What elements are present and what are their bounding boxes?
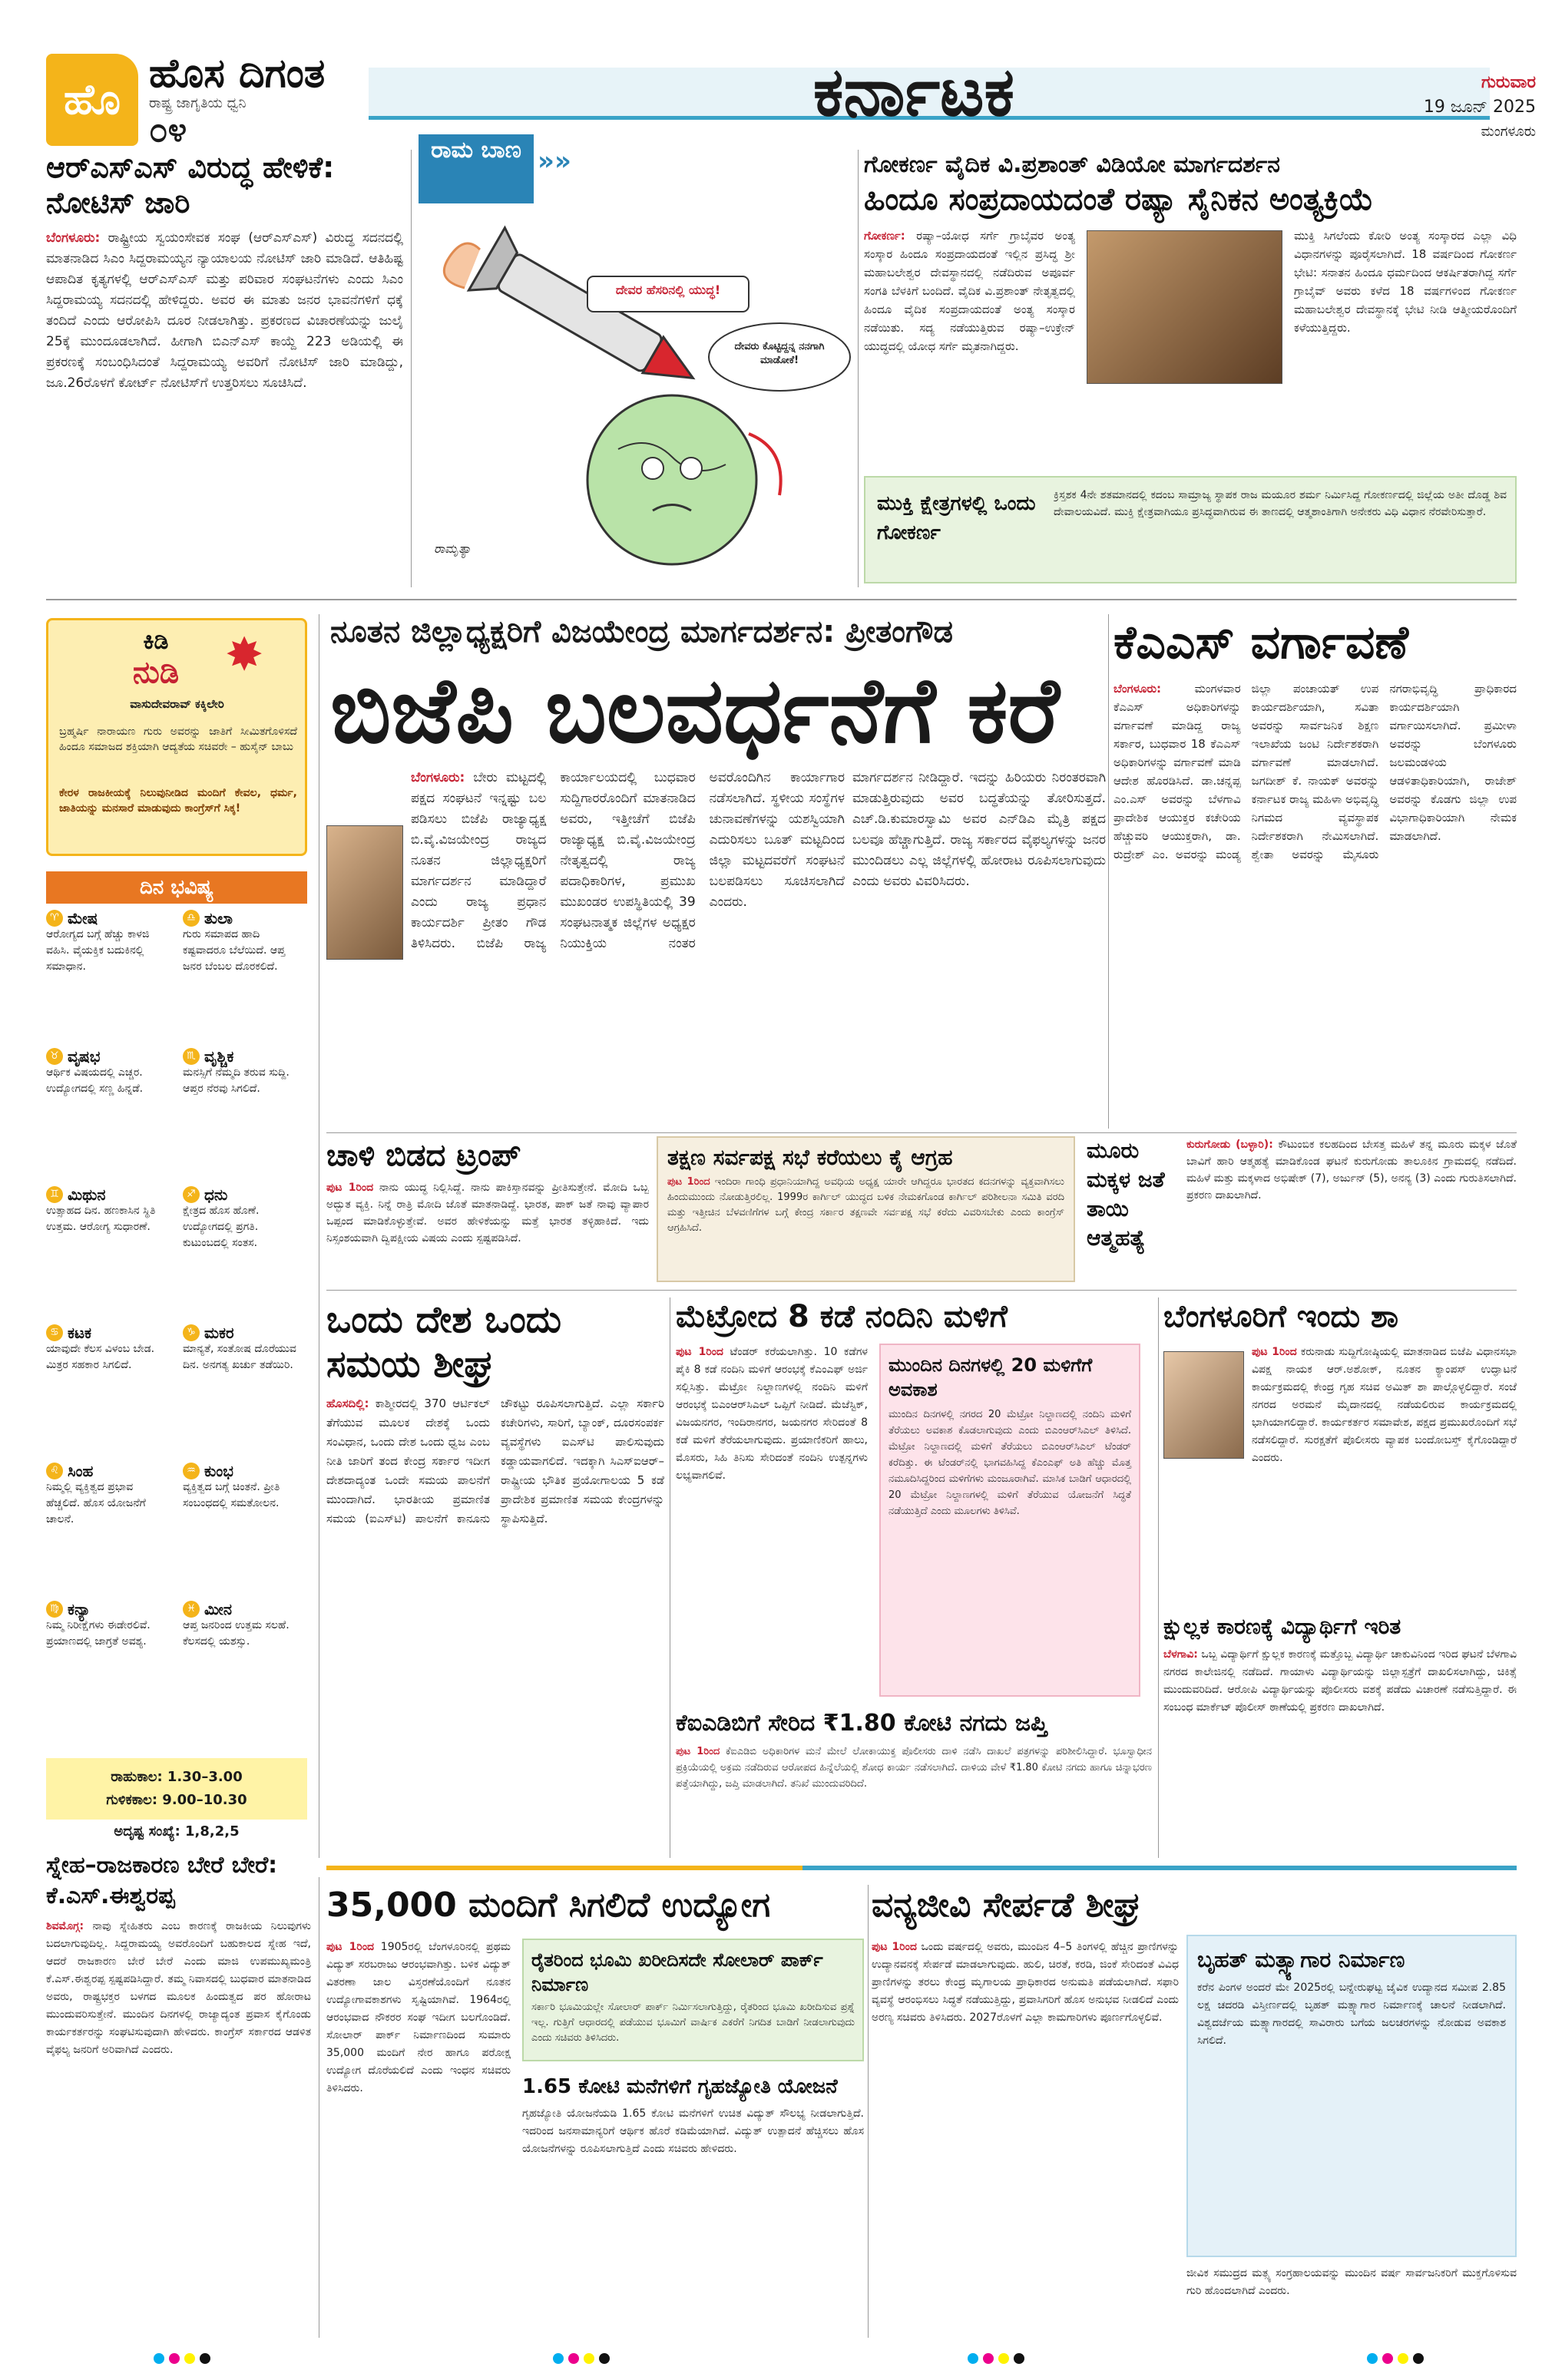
story-amit-shah-byline: ಪುಟ 1ರಿಂದ [1252, 1346, 1297, 1358]
registration-marks [553, 2353, 610, 2365]
story-gruhajyothi [522, 2073, 864, 2338]
horoscope-sign: ♌ ಸಿಂಹ ನಿಮ್ಮಲ್ಲಿ ವ್ಯಕ್ತಿತ್ವದ ಪ್ರಭಾವ ಹೆಚ್ಚಲಿದೆ. ಹೊಸ ಯೋಜನೆಗೆ ಚಾಲನೆ. [46, 1461, 146, 1526]
story-eshwarappa-headline: ಸ್ನೇಹ–ರಾಜಕಾರಣ ಬೇರೆ ಬೇರೆ: ಕೆ.ಎಸ್.ಈಶ್ವರಪ್ಪ [46, 1852, 278, 1909]
horoscope-sign: ♓ ಮೀನ ಆಪ್ತ ಜನರಿಂದ ಉತ್ತಮ ಸಲಹೆ. ಕೆಲಸದಲ್ಲಿ ಯಶಸ್ಸು. [183, 1599, 290, 1648]
aquarium-foot: ಜೀವಿಕ ಸಮುದ್ರದ ಮತ್ಸ್ಯ ಸಂಗ್ರಹಾಲಯವನ್ನು ಮುಂದಿನ ವರ್ಷ ಸಾರ್ವಜನಿಕರಿಗೆ ಮುಕ್ತಗೊಳಿಸುವ ಗುರಿ ಹೊಂದಲಾಗಿದೆ ಎಂದರು. [1186, 2267, 1517, 2297]
solar-box-body: ಸರ್ಕಾರಿ ಭೂಮಿಯಲ್ಲೇ ಸೋಲಾರ್ ಪಾರ್ಕ್ ನಿರ್ಮಿಸಲಾಗುತ್ತಿದ್ದು, ರೈತರಿಂದ ಭೂಮಿ ಖರೀದಿಸುವ ಪ್ರಶ್ನೆ ಇಲ್ಲ. ಗುತ್ತಿಗೆ ಆಧಾರದಲ್ಲಿ ಪಡೆಯುವ ಭೂಮಿಗೆ ವಾರ್ಷಿಕ ಎಕರೆಗೆ ನಿಗದಿತ ಬಾಡಿಗೆ ನೀಡಲಾಗುವುದು ಎಂದು ಸಚಿವರು ತಿಳಿಸಿದರು. [531, 2002, 855, 2044]
horoscope-sign: ♐ ಧನು ಕ್ಷೇತ್ರದ ಹೊಸ ಹೊಣೆ. ಉದ್ಯೋಗದಲ್ಲಿ ಪ್ರಗತಿ. ಕುಟುಂಬದಲ್ಲಿ ಸಂತಸ. [183, 1185, 260, 1249]
story-gokarna-kicker: ಗೋಕರ್ಣ ವೈದಿಕ ವಿ.ಪ್ರಶಾಂತ್ ವಿಡಿಯೋ ಮಾರ್ಗದರ್ಶನ [864, 151, 1280, 178]
nandini-box [879, 1344, 1140, 1697]
story-trump-body: ನಾನು ಯುದ್ಧ ನಿಲ್ಲಿಸಿದ್ದೆ. ನಾನು ಪಾಕಿಸ್ತಾನವನ್ನು ಪ್ರೀತಿಸುತ್ತೇನೆ. ಮೋದಿ ಒಬ್ಬ ಅದ್ಭುತ ವ್ಯಕ್ತಿ. ನಿನ್ನೆ ರಾತ್ರಿ ಮೋದಿ ಜೊತೆ ಮಾತನಾಡಿದ್ದೆ. ಭಾರತ, ಪಾಕ್ ಜತೆ ನಾವು ವ್ಯಾಪಾರ ಒಪ್ಪಂದ ಮಾಡಿಕೊಳ್ಳುತ್ತೇವೆ. ಅವರ ಹೇಳಿಕೆಯನ್ನು ಮತ್ತೆ ಭಾರತ ತಳ್ಳಿಹಾಕಿದೆ. ಇದು ನಿಸ್ಸಂಶಯವಾಗಿ ದ್ವಿಪಕ್ಷೀಯ ವಿಷಯ ಎಂದು ಸ್ಪಷ್ಟಪಡಿಸಿದೆ. [326, 1182, 649, 1245]
cartoon-bubble-1: ದೇವರ ಹೆಸರಿನಲ್ಲಿ ಯುದ್ಧ! [615, 283, 721, 297]
dateline-edition: ಮಂಗಳೂರು [1481, 124, 1536, 140]
story-rss-byline: ಬೆಂಗಳೂರು: [46, 230, 101, 246]
story-kiadb-body: ಕೆಐಎಡಿಬಿ ಅಧಿಕಾರಿಗಳ ಮನೆ ಮೇಲೆ ಲೋಕಾಯುಕ್ತ ಪೊಲೀಸರು ದಾಳಿ ನಡೆಸಿ ದಾಖಲೆ ಪತ್ರಗಳನ್ನು ಪರಿಶೀಲಿಸಿದ್ದಾರೆ. ಭೂಸ್ವಾಧೀನ ಪ್ರಕ್ರಿಯೆಯಲ್ಲಿ ಅಕ್ರಮ ನಡೆದಿರುವ ಆರೋಪದ ಹಿನ್ನೆಲೆಯಲ್ಲಿ ಶೋಧ ಕಾರ್ಯ ನಡೆಸಲಾಗಿದೆ. ದಾಳಿಯ ವೇಳೆ ₹1.80 ಕೋಟಿ ನಗದು ಹಾಗೂ ಚಿನ್ನಾಭರಣ ಪತ್ತೆಯಾಗಿದ್ದು, ಜಪ್ತಿ ಮಾಡಲಾಗಿದೆ. ತನಿಖೆ ಮುಂದುವರಿದಿದೆ. [676, 1746, 1152, 1790]
registration-marks [1367, 2353, 1424, 2365]
zodiac-capricorn-icon: ♑ [183, 1324, 200, 1341]
story-wildlife [872, 1885, 1179, 2338]
logo-badge-icon: ಹೊ [46, 54, 138, 146]
story-suicide [1087, 1136, 1517, 1282]
solar-box-headline: ರೈತರಿಂದ ಭೂಮಿ ಖರೀದಿಸದೇ ಸೋಲಾರ್ ಪಾರ್ಕ್ ನಿರ್ಮಾಣ [531, 1949, 823, 1995]
mukti-box-body: ಕ್ರಿಸ್ತಶಕ 4ನೇ ಶತಮಾನದಲ್ಲಿ ಕದಂಬ ಸಾಮ್ರಾಜ್ಯ ಸ್ಥಾಪಕ ರಾಜ ಮಯೂರ ಶರ್ಮ ನಿರ್ಮಿಸಿದ್ದ ಗೋಕರ್ಣದಲ್ಲಿ ಜಿಲ್ಲೆಯ ಅತೀ ದೊಡ್ಡ ಶಿವ ದೇವಾಲಯವಿದೆ. ಮುಕ್ತಿ ಕ್ಷೇತ್ರವಾಗಿಯೂ ಪ್ರಸಿದ್ಧವಾಗಿರುವ ಈ ತಾಣದಲ್ಲಿ ಆತ್ಮಶಾಂತಿಗಾಗಿ ಅನೇಕರು ವಿಧಿ ವಿಧಾನ ನೆರವೇರಿಸುತ್ತಾರೆ. [1054, 489, 1507, 518]
story-gokarna-body: ರಷ್ಯಾ–ಯೋಧ ಸರ್ಗೆ ಗ್ರಾಬೈವರ ಅಂತ್ಯ ಸಂಸ್ಕಾರ ಹಿಂದೂ ಸಂಪ್ರದಾಯದಂತೆ ಇಲ್ಲಿನ ಪ್ರಸಿದ್ಧ ಶ್ರೀ ಮಹಾಬಲೇಶ್ವರ ದೇವಸ್ಥಾನದಲ್ಲಿ ನಡೆದಿರುವ ಅಪೂರ್ವ ಸಂಗತಿ ಬೆಳಕಿಗೆ ಬಂದಿದೆ. ವೈದಿಕ ವಿ.ಪ್ರಶಾಂತ್ ನೇತೃತ್ವದಲ್ಲಿ ಹಿಂದೂ ವೈದಿಕ ಸಂಪ್ರದಾಯದಂತೆ ಅಂತ್ಯ ಸಂಸ್ಕಾರ ನಡೆಯಿತು. ಸದ್ಯ ನಡೆಯುತ್ತಿರುವ ರಷ್ಯಾ–ಉಕ್ರೇನ್ ಯುದ್ಧದಲ್ಲಿ ಯೋಧ ಸರ್ಗೆ ಮೃತನಾಗಿದ್ದರು. [864, 229, 1075, 353]
horoscope-sign: ♍ ಕನ್ಯಾ ನಿಮ್ಮ ನಿರೀಕ್ಷೆಗಳು ಈಡೇರಲಿವೆ. ಪ್ರಯಾಣದಲ್ಲಿ ಜಾಗ್ರತೆ ಅವಶ್ಯ. [46, 1599, 151, 1648]
horoscope-sign: ♊ ಮಿಥುನ ಉತ್ಸಾಹದ ದಿನ. ಹಣಕಾಸಿನ ಸ್ಥಿತಿ ಉತ್ತಮ. ಆರೋಗ್ಯ ಸುಧಾರಣೆ. [46, 1185, 156, 1233]
story-gokarna-body2: ಮುಕ್ತಿ ಸಿಗಲೆಂದು ಕೋರಿ ಅಂತ್ಯ ಸಂಸ್ಕಾರದ ಎಲ್ಲಾ ವಿಧಿ ವಿಧಾನಗಳನ್ನು ಪೂರೈಸಲಾಗಿದೆ. 18 ವರ್ಷದಿಂದ ಗೋಕರ್ಣ ಭೇಟಿ: ಸನಾತನ ಹಿಂದೂ ಧರ್ಮದಿಂದ ಆಕರ್ಷಿತರಾಗಿದ್ದ ಸರ್ಗೆ ಗ್ರಾಬೈವ್ ಅವರು ಕಳೆದ 18 ವರ್ಷಗಳಿಂದ ಗೋಕರ್ಣ ಮಹಾಬಲೇಶ್ವರ ದೇವಸ್ಥಾನಕ್ಕೆ ಭೇಟಿ ನೀಡಿ ಆತ್ಮೀಯರೊಂದಿಗೆ ಕಳೆಯುತ್ತಿದ್ದರು. [1294, 229, 1517, 335]
zodiac-taurus-icon: ♉ [46, 1048, 63, 1065]
zodiac-sagittarius-icon: ♐ [183, 1186, 200, 1203]
story-eshwarappa-byline: ಶಿವಮೊಗ್ಗ: [46, 1920, 84, 1932]
story-kas-body: ಮಂಗಳವಾರ ಕೆಎಎಸ್ ಅಧಿಕಾರಿಗಳನ್ನು ವರ್ಗಾವಣೆ ಮಾಡಿದ್ದ ರಾಜ್ಯ ಸರ್ಕಾರ, ಬುಧವಾರ 18 ಕೆಎಎಸ್ ಅಧಿಕಾರಿಗಳನ್ನು ವರ್ಗಾವಣೆ ಮಾಡಿ ಆದೇಶ ಹೊರಡಿಸಿದೆ. ಡಾ.ಚನ್ನಪ್ಪ ಎಂ.ಎಸ್ ಅವರನ್ನು ಬೆಳಗಾವಿ ಪ್ರಾದೇಶಿಕ ಆಯುಕ್ತರ ಕಚೇರಿಯ ಹೆಚ್ಚುವರಿ ಆಯುಕ್ತರಾಗಿ, ಡಾ. ರುದ್ರೇಶ್ ಎಂ. ಅವರನ್ನು ಮಂಡ್ಯ ಜಿಲ್ಲಾ ಪಂಚಾಯತ್ ಉಪ ಕಾರ್ಯದರ್ಶಿಯಾಗಿ, ಸವಿತಾ ಅವರನ್ನು ಸಾರ್ವಜನಿಕ ಶಿಕ್ಷಣ ಇಲಾಖೆಯ ಜಂಟಿ ನಿರ್ದೇಶಕರಾಗಿ ವರ್ಗಾವಣೆ ಮಾಡಲಾಗಿದೆ. ಜಗದೀಶ್ ಕೆ. ನಾಯಕ್ ಅವರನ್ನು ಕರ್ನಾಟಕ ರಾಜ್ಯ ಮಹಿಳಾ ಅಭಿವೃದ್ಧಿ ನಿಗಮದ ವ್ಯವಸ್ಥಾಪಕ ನಿರ್ದೇಶಕರಾಗಿ ನೇಮಿಸಲಾಗಿದೆ. ಶ್ವೇತಾ ಅವರನ್ನು ಮೈಸೂರು ನಗರಾಭಿವೃದ್ಧಿ ಪ್ರಾಧಿಕಾರದ ಕಾರ್ಯದರ್ಶಿಯಾಗಿ ವರ್ಗಾಯಿಸಲಾಗಿದೆ. ಪ್ರಮೀಳಾ ಅವರನ್ನು ಬೆಂಗಳೂರು ಜಲಮಂಡಳಿಯ ಆಡಳಿತಾಧಿಕಾರಿಯಾಗಿ, ರಾಜೇಶ್ ಅವರನ್ನು ಕೊಡಗು ಜಿಲ್ಲಾ ಉಪ ವಿಭಾಗಾಧಿಕಾರಿಯಾಗಿ ನೇಮಕ ಮಾಡಲಾಗಿದೆ. [1113, 682, 1517, 861]
nandini-box-headline: ಮುಂದಿನ ದಿನಗಳಲ್ಲಿ 20 ಮಳಿಗೆಗೆ ಅವಕಾಶ [888, 1354, 1093, 1400]
story-rss-body: ರಾಷ್ಟ್ರೀಯ ಸ್ವಯಂಸೇವಕ ಸಂಘ (ಆರ್‌ಎಸ್‌ಎಸ್) ವಿರುದ್ಧ ಸದನದಲ್ಲಿ ಮಾತನಾಡಿದ ಸಿಎಂ ಸಿದ್ದರಾಮಯ್ಯನ ನ್ಯಾಯಾಲಯ ನೋಟಿಸ್ ಜಾರಿ ಮಾಡಿದೆ. ಆತಿಹಿಷ್ಟ ಆಪಾದಿತ ಕೃತ್ಯಗಳಲ್ಲಿ ಆರ್‌ಎಸ್‌ಎಸ್ ಮತ್ತು ಪರಿವಾರ ಸಂಘಟನೆಗಳು ಎಂದು ಸಿಎಂ ಸಿದ್ದರಾಮಯ್ಯ ಸದನದಲ್ಲಿ ಹೇಳಿದ್ದರು. ಅವರ ಈ ಮಾತು ಜನರ ಭಾವನೆಗಳಿಗೆ ಧಕ್ಕೆ ತಂದಿದೆ ಎಂದು ಆರೋಪಿಸಿ ದೂರ ನೀಡಲಾಗಿತ್ತು. ಪ್ರಕರಣದ ವಿಚಾರಣೆಯನ್ನು ಜುಲೈ 25ಕ್ಕೆ ಮುಂದೂಡಲಾಗಿದೆ. ಹೀಗಾಗಿ ಬಿಎನ್‌ಎಸ್ ಕಾಯ್ದೆ 223 ಅಡಿಯಲ್ಲಿ ಈ ಪ್ರಕರಣಕ್ಕೆ ಸಂಬಂಧಿಸಿದಂತೆ ಸಿದ್ದರಾಮಯ್ಯ ಅವರಿಗೆ ನೋಟಿಸ್ ಜಾರಿ ಮಾಡಿದ್ದು, ಜೂ.26ರೊಳಗೆ ಕೋರ್ಟ್ ನೋಟಿಸ್‌ಗೆ ಉತ್ತರಿಸಲು ಸೂಚಿಸಿದೆ. [46, 230, 403, 391]
mukti-box-headline: ಮುಕ್ತಿ ಕ್ಷೇತ್ರಗಳಲ್ಲಿ ಒಂದು ಗೋಕರ್ಣ [877, 492, 1036, 544]
story-wildlife-body: ಒಂದು ವರ್ಷದಲ್ಲಿ ಅವರು, ಮುಂದಿನ 4–5 ತಿಂಗಳಲ್ಲಿ ಹೆಚ್ಚಿನ ಪ್ರಾಣಿಗಳನ್ನು ಉದ್ಯಾನವನಕ್ಕೆ ಸೇರ್ಪಡೆ ಮಾಡಲಾಗುವುದು. ಹುಲಿ, ಚಿರತೆ, ಕರಡಿ, ಜಿಂಕೆ ಸೇರಿದಂತೆ ವಿವಿಧ ಪ್ರಾಣಿಗಳನ್ನು ತರಲು ಕೇಂದ್ರ ಮೃಗಾಲಯ ಪ್ರಾಧಿಕಾರದ ಅನುಮತಿ ಪಡೆಯಲಾಗಿದೆ. ಸಫಾರಿ ವ್ಯವಸ್ಥೆ ಆರಂಭಿಸಲು ಸಿದ್ಧತೆ ನಡೆಯುತ್ತಿದ್ದು, ಪ್ರವಾಸಿಗರಿಗೆ ಹೊಸ ಅನುಭವ ನೀಡಲಿದೆ ಎಂದು ಅರಣ್ಯ ಸಚಿವರು ತಿಳಿಸಿದರು. 2027ರೊಳಗೆ ಎಲ್ಲಾ ಕಾಮಗಾರಿಗಳು ಪೂರ್ಣಗೊಳ್ಳಲಿವೆ. [872, 1941, 1179, 2024]
lead-kicker: ನೂತನ ಜಿಲ್ಲಾಧ್ಯಕ್ಷರಿಗೆ ವಿಜಯೇಂದ್ರ ಮಾರ್ಗದರ್ಶನ: ಪ್ರೀತಂಗೌಡ [330, 614, 954, 650]
dateline-date: 19 ಜೂನ್ 2025 [1423, 98, 1536, 117]
dateline [1336, 71, 1536, 147]
registration-marks [154, 2353, 210, 2365]
story-metro-byline: ಪುಟ 1ರಿಂದ [676, 1346, 723, 1358]
horoscope-sign: ♉ ವೃಷಭ ಆರ್ಥಿಕ ವಿಷಯದಲ್ಲಿ ಎಚ್ಚರ. ಉದ್ಯೋಗದಲ್ಲಿ ಸಣ್ಣ ಹಿನ್ನಡೆ. [46, 1046, 144, 1095]
story-student [1163, 1612, 1517, 1858]
zodiac-libra-icon: ♎ [183, 910, 200, 927]
story-suicide-headline: ಮೂರು ಮಕ್ಕಳ ಜತೆ ತಾಯಿ ಆತ್ಮಹತ್ಯೆ [1087, 1138, 1165, 1251]
story-suicide-byline: ಕುರುಗೋಡು (ಬಳ್ಳಾರಿ): [1186, 1139, 1273, 1151]
story-gruhajyothi-body: ಗೃಹಜ್ಯೋತಿ ಯೋಜನೆಯಡಿ 1.65 ಕೋಟಿ ಮನೆಗಳಿಗೆ ಉಚಿತ ವಿದ್ಯುತ್ ಸೌಲಭ್ಯ ನೀಡಲಾಗುತ್ತಿದೆ. ಇದರಿಂದ ಜನಸಾಮಾನ್ಯರಿಗೆ ಆರ್ಥಿಕ ಹೊರೆ ಕಡಿಮೆಯಾಗಿದೆ. ವಿದ್ಯುತ್ ಉತ್ಪಾದನೆ ಹೆಚ್ಚಿಸಲು ಹೊಸ ಯೋಜನೆಗಳನ್ನು ರೂಪಿಸಲಾಗುತ್ತಿದೆ ಎಂದು ಸಚಿವರು ಹೇಳಿದರು. [522, 2107, 864, 2155]
story-student-headline: ಕ್ಷುಲ್ಲಕ ಕಾರಣಕ್ಕೆ ವಿದ್ಯಾರ್ಥಿಗೆ ಇರಿತ [1163, 1614, 1401, 1639]
story-trump-byline: ಪುಟ 1ರಿಂದ [326, 1182, 374, 1194]
story-one-nation [326, 1297, 664, 1850]
column-rule [1108, 614, 1109, 1129]
zodiac-gemini-icon: ♊ [46, 1186, 63, 1203]
story-one-nation-body: ಕಾಶ್ಮೀರದಲ್ಲಿ 370 ಆರ್ಟಿಕಲ್ ತೆಗೆಯುವ ಮೂಲಕ ದೇಶಕ್ಕೆ ಒಂದು ಸಂವಿಧಾನ, ಒಂದು ದೇಶ ಒಂದು ಧ್ವಜ ಎಂಬ ನೀತಿ ಜಾರಿಗೆ ತಂದ ಕೇಂದ್ರ ಸರ್ಕಾರ ಇದೀಗ ದೇಶದಾದ್ಯಂತ ಒಂದೇ ಸಮಯ ಪಾಲನೆಗೆ ಮುಂದಾಗಿದೆ. ಭಾರತೀಯ ಪ್ರಮಾಣಿತ ಸಮಯ (ಐಎಸ್‌ಟಿ) ಪಾಲನೆಗೆ ಕಾನೂನು ಚೌಕಟ್ಟು ರೂಪಿಸಲಾಗುತ್ತಿದೆ. ಎಲ್ಲಾ ಸರ್ಕಾರಿ ಕಚೇರಿಗಳು, ಸಾರಿಗೆ, ಬ್ಯಾಂಕ್, ದೂರಸಂಪರ್ಕ ವ್ಯವಸ್ಥೆಗಳು ಐಎಸ್‌ಟಿ ಪಾಲಿಸುವುದು ಕಡ್ಡಾಯವಾಗಲಿದೆ. ಇದಕ್ಕಾಗಿ ಸಿಎಸ್‌ಐಆರ್–ರಾಷ್ಟ್ರೀಯ ಭೌತಿಕ ಪ್ರಯೋಗಾಲಯ 5 ಕಡೆ ಪ್ರಾದೇಶಿಕ ಪ್ರಮಾಣಿತ ಸಮಯ ಕೇಂದ್ರಗಳನ್ನು ಸ್ಥಾಪಿಸುತ್ತಿದೆ. [326, 1397, 664, 1526]
paper-tagline: ರಾಷ್ಟ್ರ ಜಾಗೃತಿಯ ಧ್ವನಿ [149, 95, 247, 111]
story-emergency [657, 1136, 1075, 1282]
story-student-body: ಒಬ್ಬ ವಿದ್ಯಾರ್ಥಿಗೆ ಕ್ಷುಲ್ಲಕ ಕಾರಣಕ್ಕೆ ಮತ್ತೊಬ್ಬ ವಿದ್ಯಾರ್ಥಿ ಚಾಕುವಿನಿಂದ ಇರಿದ ಘಟನೆ ಬೆಳಗಾವಿ ನಗರದ ಕಾಲೇಜಿನಲ್ಲಿ ನಡೆದಿದೆ. ಗಾಯಾಳು ವಿದ್ಯಾರ್ಥಿಯನ್ನು ಜಿಲ್ಲಾಸ್ಪತ್ರೆಗೆ ದಾಖಲಿಸಲಾಗಿದ್ದು, ಚಿಕಿತ್ಸೆ ಮುಂದುವರಿದಿದೆ. ಆರೋಪಿ ವಿದ್ಯಾರ್ಥಿಯನ್ನು ಪೊಲೀಸರು ವಶಕ್ಕೆ ಪಡೆದು ವಿಚಾರಣೆ ನಡೆಸುತ್ತಿದ್ದಾರೆ. ಈ ಸಂಬಂಧ ಮಾರ್ಕೆಟ್ ಪೊಲೀಸ್ ಠಾಣೆಯಲ್ಲಿ ಪ್ರಕರಣ ದಾಖಲಾಗಿದೆ. [1163, 1648, 1517, 1714]
rama-bana-label: ರಾಮ ಬಾಣ [419, 134, 534, 203]
kidi-nudi-title-2: ನುಡಿ [132, 655, 180, 690]
lead-headline: ಬಿಜೆಪಿ ಬಲವರ್ಧನೆಗೆ ಕರೆ [330, 660, 1060, 760]
story-gokarna-headline: ಹಿಂದೂ ಸಂಪ್ರದಾಯದಂತೆ ರಷ್ಯಾ ಸೈನಿಕನ ಅಂತ್ಯಕ್ರಿಯೆ [864, 182, 1374, 217]
horoscope-sign: ♋ ಕಟಕ ಯಾವುದೇ ಕೆಲಸ ವಿಳಂಬ ಬೇಡ. ಮಿತ್ರರ ಸಹಕಾರ ಸಿಗಲಿದೆ. [46, 1323, 155, 1371]
story-one-nation-byline: ಹೊಸದಿಲ್ಲಿ: [326, 1397, 369, 1410]
cartoon-bubble-2: ದೇವರು ಕೊಟ್ಟಿದ್ದನ್ನ ನನಗಾಗಿ ಮಾಡೋಕೆ! [734, 341, 825, 366]
editorial-cartoon [419, 203, 852, 583]
lead-body-text: ಬೇರು ಮಟ್ಟದಲ್ಲಿ ಪಕ್ಷದ ಸಂಘಟನೆ ಇನ್ನಷ್ಟು ಬಲ ಪಡಿಸಲು ಬಿಜೆಪಿ ರಾಜ್ಯಾಧ್ಯಕ್ಷ ಬಿ.ವೈ.ವಿಜಯೇಂದ್ರ ರಾಜ್ಯದ ನೂತನ ಜಿಲ್ಲಾಧ್ಯಕ್ಷರಿಗೆ ಮಾರ್ಗದರ್ಶನ ಮಾಡಿದ್ದಾರೆ ಎಂದು ರಾಜ್ಯ ಪ್ರಧಾನ ಕಾರ್ಯದರ್ಶಿ ಪ್ರೀತಂ ಗೌಡ ತಿಳಿಸಿದರು. ಬಿಜೆಪಿ ರಾಜ್ಯ ಕಾರ್ಯಾಲಯದಲ್ಲಿ ಬುಧವಾರ ಸುದ್ದಿಗಾರರೊಂದಿಗೆ ಮಾತನಾಡಿದ ಅವರು, ಇತ್ತೀಚೆಗೆ ಬಿಜೆಪಿ ರಾಜ್ಯಾಧ್ಯಕ್ಷ ಬಿ.ವೈ.ವಿಜಯೇಂದ್ರ ನೇತೃತ್ವದಲ್ಲಿ ರಾಜ್ಯ ಪದಾಧಿಕಾರಿಗಳ, ಪ್ರಮುಖ ಮುಖಂಡರ ಉಪಸ್ಥಿತಿಯಲ್ಲಿ 39 ಸಂಘಟನಾತ್ಮಕ ಜಿಲ್ಲೆಗಳ ಅಧ್ಯಕ್ಷರ ನಿಯುಕ್ತಿಯ ನಂತರ ಅವರೊಂದಿಗಿನ ಕಾರ್ಯಾಗಾರ ನಡೆಸಲಾಗಿದೆ. ಸ್ಥಳೀಯ ಸಂಸ್ಥೆಗಳ ಚುನಾವಣೆಗಳನ್ನು ಯಶಸ್ವಿಯಾಗಿ ಎದುರಿಸಲು ಬೂತ್ ಮಟ್ಟದಿಂದ ಜಿಲ್ಲಾ ಮಟ್ಟದವರೆಗೆ ಸಂಘಟನೆ ಬಲಪಡಿಸಲು ಸೂಚಿಸಲಾಗಿದೆ ಎಂದರು. [411, 770, 845, 951]
nandini-box-body: ಮುಂದಿನ ದಿನಗಳಲ್ಲಿ ನಗರದ 20 ಮೆಟ್ರೋ ನಿಲ್ದಾಣದಲ್ಲಿ ನಂದಿನಿ ಮಳಿಗೆ ತೆರೆಯಲು ಅವಕಾಶ ಕೊಡಲಾಗುವುದು ಎಂದು ಬಿಎಂಆರ್‌ಸಿಎಲ್ ತಿಳಿಸಿದೆ. ಮೆಟ್ರೋ ನಿಲ್ದಾಣದಲ್ಲಿ ಮಳಿಗೆ ತೆರೆಯಲು ಬಿಎಂಆರ್‌ಸಿಎಲ್ ಟೆಂಡರ್ ಕರೆದಿತ್ತು. ಈ ಟೆಂಡರ್‌ನಲ್ಲಿ ಭಾಗವಹಿಸಿದ್ದ ಕೆಎಂಎಫ್ ಅತಿ ಹೆಚ್ಚು ಮೊತ್ತ ನಮೂದಿಸಿದ್ದರಿಂದ ಮಳಿಗೆಗಳು ಮಂಜೂರಾಗಿವೆ. ಮಾಸಿಕ ಬಾಡಿಗೆ ಆಧಾರದಲ್ಲಿ 20 ಮೆಟ್ರೋ ನಿಲ್ದಾಣಗಳಲ್ಲಿ ಮಳಿಗೆ ತೆರೆಯುವ ಯೋಜನೆಗೆ ಸಿದ್ಧತೆ ನಡೆಯುತ್ತಿದೆ ಎಂದು ಮೂಲಗಳು ತಿಳಿಸಿವೆ. [888, 1409, 1131, 1517]
russian-soldier-photo [1087, 230, 1282, 384]
cartoon-signature: ರಾಮೃತ್ಯಾ [434, 541, 472, 556]
gulika-kala: ಗುಳಿಕಕಾಲ: 9.00–10.30 [106, 1792, 247, 1808]
dateline-day: ಗುರುವಾರ [1481, 73, 1536, 92]
zodiac-scorpio-icon: ♏ [183, 1048, 200, 1065]
story-jobs-headline: 35,000 ಮಂದಿಗೆ ಸಿಗಲಿದೆ ಉದ್ಯೋಗ [326, 1886, 770, 1925]
horoscope-sign: ♒ ಕುಂಭ ವ್ಯಕ್ತಿತ್ವದ ಬಗ್ಗೆ ಚಿಂತನೆ. ಪ್ರೀತಿ ಸಂಬಂಧದಲ್ಲಿ ಸಮತೋಲನ. [183, 1461, 280, 1509]
story-eshwarappa [46, 1850, 311, 2342]
story-amit-shah [1163, 1297, 1517, 1601]
story-amit-shah-body: ಕರುನಾಡು ಸುದ್ದಿಗೋಷ್ಠಿಯಲ್ಲಿ ಮಾತನಾಡಿದ ಬಿಜೆಪಿ ವಿಧಾನಸಭಾ ವಿಪಕ್ಷ ನಾಯಕ ಆರ್.ಅಶೋಕ್, ನೂತನ ಕ್ಯಾಂಪಸ್ ಉದ್ಘಾಟನೆ ಕಾರ್ಯಕ್ರಮದಲ್ಲಿ ಕೇಂದ್ರ ಗೃಹ ಸಚಿವ ಅಮಿತ್ ಶಾ ಪಾಲ್ಗೊಳ್ಳಲಿದ್ದಾರೆ. ಸಂಜೆ ನಗರದ ಅರಮನೆ ಮೈದಾನದಲ್ಲಿ ನಡೆಯಲಿರುವ ಕಾರ್ಯಕ್ರಮದಲ್ಲಿ ಭಾಗಿಯಾಗಲಿದ್ದಾರೆ. ಕಾರ್ಯಕರ್ತರ ಸಮಾವೇಶ, ಪಕ್ಷದ ಪ್ರಮುಖರೊಂದಿಗೆ ಸಭೆ ನಡೆಸಲಿದ್ದಾರೆ. ಸುರಕ್ಷತೆಗೆ ಪೊಲೀಸರು ವ್ಯಾಪಕ ಬಂದೋಬಸ್ತ್ ಕೈಗೊಂಡಿದ್ದಾರೆ ಎಂದರು. [1252, 1346, 1517, 1464]
story-kas-byline: ಬೆಂಗಳೂರು: [1113, 682, 1162, 696]
solar-box [522, 1939, 864, 2061]
lead-byline: ಬೆಂಗಳೂರು: [411, 770, 465, 785]
story-metro-body: ಟೆಂಡರ್ ಕರೆಯಲಾಗಿತ್ತು. 10 ಕಡೆಗಳ ಪೈಕಿ 8 ಕಡೆ ನಂದಿನಿ ಮಳಿಗೆ ಆರಂಭಕ್ಕೆ ಕೆಎಂಎಫ್ ಅರ್ಜಿ ಸಲ್ಲಿಸಿತ್ತು. ಮೆಟ್ರೋ ನಿಲ್ದಾಣಗಳಲ್ಲಿ ನಂದಿನಿ ಮಳಿಗೆ ಆರಂಭಕ್ಕೆ ಬಿಎಂಆರ್‌ಸಿಎಲ್ ಒಪ್ಪಿಗೆ ನೀಡಿದೆ. ಮೆಜೆಸ್ಟಿಕ್, ವಿಜಯನಗರ, ಇಂದಿರಾನಗರ, ಜಯನಗರ ಸೇರಿದಂತೆ 8 ಕಡೆ ಮಳಿಗೆ ತೆರೆಯಲಾಗುವುದು. ಪ್ರಯಾಣಿಕರಿಗೆ ಹಾಲು, ಮೊಸರು, ಸಿಹಿ ತಿನಿಸು ಸೇರಿದಂತೆ ನಂದಿನಿ ಉತ್ಪನ್ನಗಳು ಲಭ್ಯವಾಗಲಿವೆ. [676, 1346, 868, 1482]
story-gokarna [864, 150, 1517, 472]
story-one-nation-headline: ಒಂದು ದೇಶ ಒಂದು ಸಮಯ ಶೀಘ್ರ [326, 1298, 562, 1386]
aquarium-box-body: ಕರೆನ ಪಿಂಗಳ ಅಂದರೆ ಮೇ 2025ರಲ್ಲಿ ಬನ್ನೇರುಘಟ್ಟ ಜೈವಿಕ ಉದ್ಯಾನದ ಸಮೀಪ 2.85 ಲಕ್ಷ ಚದರಡಿ ವಿಸ್ತೀರ್ಣದಲ್ಲಿ ಬೃಹತ್ ಮತ್ಸ್ಯಾಗಾರ ನಿರ್ಮಾಣಕ್ಕೆ ಚಾಲನೆ ನೀಡಲಾಗಿದೆ. ವಿಶ್ವದರ್ಜೆಯ ಮತ್ಸ್ಯಾಗಾರದಲ್ಲಿ ಸಾವಿರಾರು ಬಗೆಯ ಜಲಚರಗಳನ್ನು ನೋಡುವ ಅವಕಾಶ ಸಿಗಲಿದೆ. [1197, 1982, 1506, 2047]
story-metro [676, 1297, 1152, 1697]
lead-body [326, 768, 845, 1125]
kidi-nudi-box [46, 618, 307, 856]
story-trump [326, 1136, 649, 1282]
zodiac-aquarius-icon: ♒ [183, 1463, 200, 1479]
zodiac-leo-icon: ♌ [46, 1463, 63, 1479]
row-rule [326, 1132, 1517, 1133]
horoscope-grid [46, 910, 307, 1754]
aquarium-box [1186, 1935, 1517, 2257]
story-trump-headline: ಚಾಳಿ ಬಿಡದ ಟ್ರಂಪ್ [326, 1138, 521, 1173]
zodiac-pisces-icon: ♓ [183, 1601, 200, 1618]
story-amit-shah-headline: ಬೆಂಗಳೂರಿಗೆ ಇಂದು ಶಾ [1163, 1299, 1399, 1334]
story-jobs-byline: ಪುಟ 1ರಿಂದ [326, 1941, 375, 1953]
kidi-nudi-title-1: ಕಿಡಿ [143, 628, 169, 655]
story-kas [1113, 614, 1517, 1136]
column-rule [411, 150, 412, 587]
story-kiadb-byline: ಪುಟ 1ರಿಂದ [676, 1746, 720, 1757]
story-emergency-body: ಇಂದಿರಾ ಗಾಂಧಿ ಪ್ರಧಾನಿಯಾಗಿದ್ದ ಅವಧಿಯ ಅಧ್ಯಕ್ಷ ಯಾರೇ ಆಗಿದ್ದರೂ ಭಾರತದ ಕದನಗಳನ್ನು ವ್ಯಕ್ತವಾಗಿಸಲು ಹಿಂದುಮುಂದು ನೋಡುತ್ತಿರಲಿಲ್ಲ. 1999ರ ಕಾರ್ಗಿಲ್ ಯುದ್ಧದ ಬಳಿಕ ನೇಮಕಗೊಂಡ ಕಾರ್ಗಿಲ್ ಪರಿಶೀಲನಾ ಸಮಿತಿ ವರದಿ ಮತ್ತು ಇತ್ತೀಚಿನ ಬೆಳವಣಿಗೆಗಳ ಬಗ್ಗೆ ಕೇಂದ್ರ ಸರ್ಕಾರ ತಕ್ಷಣವೇ ಸರ್ವಪಕ್ಷ ಸಭೆ ಕರೆದು ವಿವರಿಸಬೇಕು ಎಂದು ಕಾಂಗ್ರೆಸ್ ಆಗ್ರಹಿಸಿದೆ. [667, 1176, 1064, 1234]
registration-marks [968, 2353, 1024, 2365]
spark-icon: ✸ [225, 628, 264, 682]
masthead-logo [46, 54, 369, 146]
story-kas-headline: ಕೆಎಎಸ್ ವರ್ಗಾವಣೆ [1113, 616, 1409, 669]
horoscope-title: ದಿನ ಭವಿಷ್ಯ [46, 871, 307, 904]
cartoon-drawing [419, 203, 852, 583]
bottom-section-divider [326, 1866, 1517, 1870]
aquarium-box-headline: ಬೃಹತ್ ಮತ್ಸ್ಯಾಗಾರ ನಿರ್ಮಾಣ [1197, 1947, 1405, 1972]
story-gokarna-byline: ಗೋಕರ್ಣ: [864, 229, 905, 243]
story-metro-headline: ಮೆಟ್ರೋದ 8 ಕಡೆ ನಂದಿನಿ ಮಳಿಗೆ [676, 1299, 1008, 1334]
story-student-byline: ಬೆಳಗಾವಿ: [1163, 1648, 1198, 1661]
column-rule [868, 1885, 869, 2338]
rahu-kala-box [46, 1758, 307, 1820]
zodiac-aries-icon: ♈ [46, 910, 63, 927]
page-number: ೦೪ [149, 111, 187, 146]
story-jobs-body: 1905ರಲ್ಲಿ ಬೆಂಗಳೂರಿನಲ್ಲಿ ಪ್ರಥಮ ವಿದ್ಯುತ್ ಸರಬರಾಜು ಆರಂಭವಾಗಿತ್ತು. ಬಳಿಕ ವಿದ್ಯುತ್ ವಿತರಣಾ ಜಾಲ ವಿಸ್ತರಣೆಯೊಂದಿಗೆ ನೂತನ ಉದ್ಯೋಗಾವಕಾಶಗಳು ಸೃಷ್ಟಿಯಾಗಿವೆ. 1964ರಲ್ಲಿ ಆರಂಭವಾದ ನೌಕರರ ಸಂಘ ಇದೀಗ ಬಲಗೊಂಡಿದೆ. ಸೋಲಾರ್ ಪಾರ್ಕ್ ನಿರ್ಮಾಣದಿಂದ ಸುಮಾರು 35,000 ಮಂದಿಗೆ ನೇರ ಹಾಗೂ ಪರೋಕ್ಷ ಉದ್ಯೋಗ ದೊರೆಯಲಿದೆ ಎಂದು ಇಂಧನ ಸಚಿವರು ತಿಳಿಸಿದರು. [326, 1941, 511, 2094]
column-rule [858, 150, 859, 587]
rahu-kala: ರಾಹುಕಾಲ: 1.30–3.00 [111, 1769, 243, 1785]
story-kiadb-headline: ಕೆಐಎಡಿಬಿಗೆ ಸೇರಿದ ₹1.80 ಕೋಟಿ ನಗದು ಜಪ್ತಿ [676, 1710, 1047, 1737]
story-emergency-byline: ಪುಟ 1ರಿಂದ [667, 1176, 710, 1188]
story-rss [46, 150, 403, 580]
horoscope-sign: ♑ ಮಕರ ಮಾನ್ಯತೆ, ಸಂತೋಷ ದೊರೆಯುವ ದಿನ. ಅನಗತ್ಯ ಖರ್ಚು ತಡೆಯಿರಿ. [183, 1323, 296, 1371]
kidi-nudi-author: ವಾಸುದೇವರಾವ್ ಕಕ್ಕಿಲೇರಿ [130, 697, 224, 711]
paper-name: ಹೊಸ ದಿಗಂತ [149, 54, 326, 97]
story-emergency-headline: ತಕ್ಷಣ ಸರ್ವಪಕ್ಷ ಸಭೆ ಕರೆಯಲು ಕೈ ಆಗ್ರಹ [667, 1145, 953, 1170]
row-rule [326, 1290, 1517, 1291]
row-rule [46, 599, 1517, 600]
lead-body-continued: ಮಾರ್ಗದರ್ಶನ ನೀಡಿದ್ದಾರೆ. ಇದನ್ನು ಹಿರಿಯರು ನಿರಂತರವಾಗಿ ಮಾಡುತ್ತಿರುವುದು ಅವರ ಬದ್ಧತೆಯನ್ನು ತೋರಿಸುತ್ತದೆ. ಎಚ್.ಡಿ.ಕುಮಾರಸ್ವಾಮಿ ಅವರ ಎನ್‌ಡಿಎ ಮೈತ್ರಿ ಪಕ್ಷದ ಬಲವೂ ಹೆಚ್ಚಾಗುತ್ತಿದೆ. ರಾಜ್ಯ ಸರ್ಕಾರದ ವೈಫಲ್ಯಗಳನ್ನು ಜನರ ಮುಂದಿಡಲು ಎಲ್ಲ ಜಿಲ್ಲೆಗಳಲ್ಲಿ ಹೋರಾಟ ರೂಪಿಸಲಾಗುವುದು ಎಂದು ಅವರು ವಿವರಿಸಿದರು. [852, 770, 1106, 889]
story-eshwarappa-body: ನಾವು ಸ್ನೇಹಿತರು ಎಂಬ ಕಾರಣಕ್ಕೆ ರಾಜಕೀಯ ನಿಲುವುಗಳು ಬದಲಾಗುವುದಿಲ್ಲ. ಸಿದ್ದರಾಮಯ್ಯ ಅವರೊಂದಿಗೆ ಬಹುಕಾಲದ ಸ್ನೇಹ ಇದೆ, ಆದರೆ ರಾಜಕಾರಣ ಬೇರೆ ಬೇರೆ ಎಂದು ಮಾಜಿ ಉಪಮುಖ್ಯಮಂತ್ರಿ ಕೆ.ಎಸ್.ಈಶ್ವರಪ್ಪ ಸ್ಪಷ್ಟಪಡಿಸಿದ್ದಾರೆ. ತಮ್ಮ ನಿವಾಸದಲ್ಲಿ ಬುಧವಾರ ಮಾತನಾಡಿದ ಅವರು, ರಾಷ್ಟ್ರಭಕ್ತರ ಬಳಗದ ಮೂಲಕ ಹಿಂದುತ್ವದ ಪರ ಹೋರಾಟ ಮುಂದುವರಿಸುತ್ತೇನೆ. ಮುಂದಿನ ದಿನಗಳಲ್ಲಿ ರಾಜ್ಯಾದ್ಯಂತ ಪ್ರವಾಸ ಕೈಗೊಂಡು ಕಾರ್ಯಕರ್ತರನ್ನು ಸಂಘಟಿಸುವುದಾಗಿ ಹೇಳಿದರು. ಕಾಂಗ್ರೆಸ್ ಸರ್ಕಾರದ ಆಡಳಿತ ವೈಫಲ್ಯ ಜನರಿಗೆ ಅರಿವಾಗಿದೆ ಎಂದರು. [46, 1920, 311, 2056]
story-suicide-body: ಕೌಟುಂಬಿಕ ಕಲಹದಿಂದ ಬೇಸತ್ತ ಮಹಿಳೆ ತನ್ನ ಮೂರು ಮಕ್ಕಳ ಜೊತೆ ಬಾವಿಗೆ ಹಾರಿ ಆತ್ಮಹತ್ಯೆ ಮಾಡಿಕೊಂಡ ಘಟನೆ ಕುರುಗೋಡು ತಾಲೂಕಿನ ಗ್ರಾಮದಲ್ಲಿ ನಡೆದಿದೆ. ಮಹಿಳೆ ಮತ್ತು ಮಕ್ಕಳಾದ ಅಭಿಷೇಕ್ (7), ಅರ್ಜುನ್ (5), ಅನನ್ಯ (3) ಎಂದು ಗುರುತಿಸಲಾಗಿದೆ. ಪ್ರಕರಣ ದಾಖಲಾಗಿದೆ. [1186, 1139, 1517, 1202]
story-wildlife-byline: ಪುಟ 1ರಿಂದ [872, 1941, 917, 1953]
section-title: ಕರ್ನಾಟಕ [812, 54, 1015, 131]
lucky-numbers: ಅದೃಷ್ಟ ಸಂಖ್ಯೆ: 1,8,2,5 [114, 1823, 240, 1840]
horoscope-sign: ♏ ವೃಶ್ಚಿಕ ಮನಸ್ಸಿಗೆ ನೆಮ್ಮದಿ ತರುವ ಸುದ್ದಿ. ಆಪ್ತರ ನೆರವು ಸಿಗಲಿದೆ. [183, 1046, 290, 1095]
zodiac-cancer-icon: ♋ [46, 1324, 63, 1341]
story-kiadb [676, 1708, 1152, 1858]
story-gruhajyothi-headline: 1.65 ಕೋಟಿ ಮನೆಗಳಿಗೆ ಗೃಹಜ್ಯೋತಿ ಯೋಜನೆ [522, 2075, 838, 2098]
column-rule [1158, 1297, 1159, 1858]
horoscope-sign: ♎ ತುಲಾ ಗುರು ಸಮಾಪದ ಹಾದಿ ಕಷ್ಟವಾದರೂ ಬೆಲೆಯಿದೆ. ಆಪ್ತ ಜನರ ಬೆಂಬಲ ದೊರಕಲಿದೆ. [183, 910, 286, 973]
chevrons-icon: »» [538, 146, 571, 177]
mukti-box [864, 476, 1517, 583]
zodiac-virgo-icon: ♍ [46, 1601, 63, 1618]
horoscope-sign: ♈ ಮೇಷ ಆರೋಗ್ಯದ ಬಗ್ಗೆ ಹೆಚ್ಚು ಕಾಳಜಿ ವಹಿಸಿ. ವೈಯಕ್ತಿಕ ಬದುಕಿನಲ್ಲಿ ಸಮಾಧಾನ. [46, 910, 150, 973]
kidi-nudi-line-1: ಬ್ರಹ್ಮರ್ಷಿ ನಾರಾಯಣ ಗುರು ಅವರನ್ನು ಜಾತಿಗೆ ಸೀಮಿತಗೊಳಿಸದೆ ಹಿಂದೂ ಸಮಾಜದ ಶಕ್ತಿಯಾಗಿ ಆದ್ಯತೆಯ ಸಚಿವರೇ – ಹುಸೈನ್ ಬಾಬು [59, 726, 297, 753]
story-rss-headline: ಆರ್‌ಎಸ್‌ಎಸ್ ವಿರುದ್ಧ ಹೇಳಿಕೆ: ನೋಟಿಸ್ ಜಾರಿ [46, 150, 335, 220]
story-wildlife-headline: ವನ್ಯಜೀವಿ ಸೇರ್ಪಡೆ ಶೀಘ್ರ [872, 1886, 1141, 1925]
story-jobs [326, 1885, 864, 2338]
kidi-nudi-line-2: ಕೇರಳ ರಾಜಕೀಯಕ್ಕೆ ನಿಲುವುನೀಡಿದ ಮಂದಿಗೆ ಕೇವಲ, ಧರ್ಮ, ಜಾತಿಯನ್ನು ಮನಸಾರೆ ಮಾಡುವುದು ಕಾಂಗ್ರೆಸ್‌ಗೆ ಸಿಕ್ಕ! [59, 787, 297, 815]
